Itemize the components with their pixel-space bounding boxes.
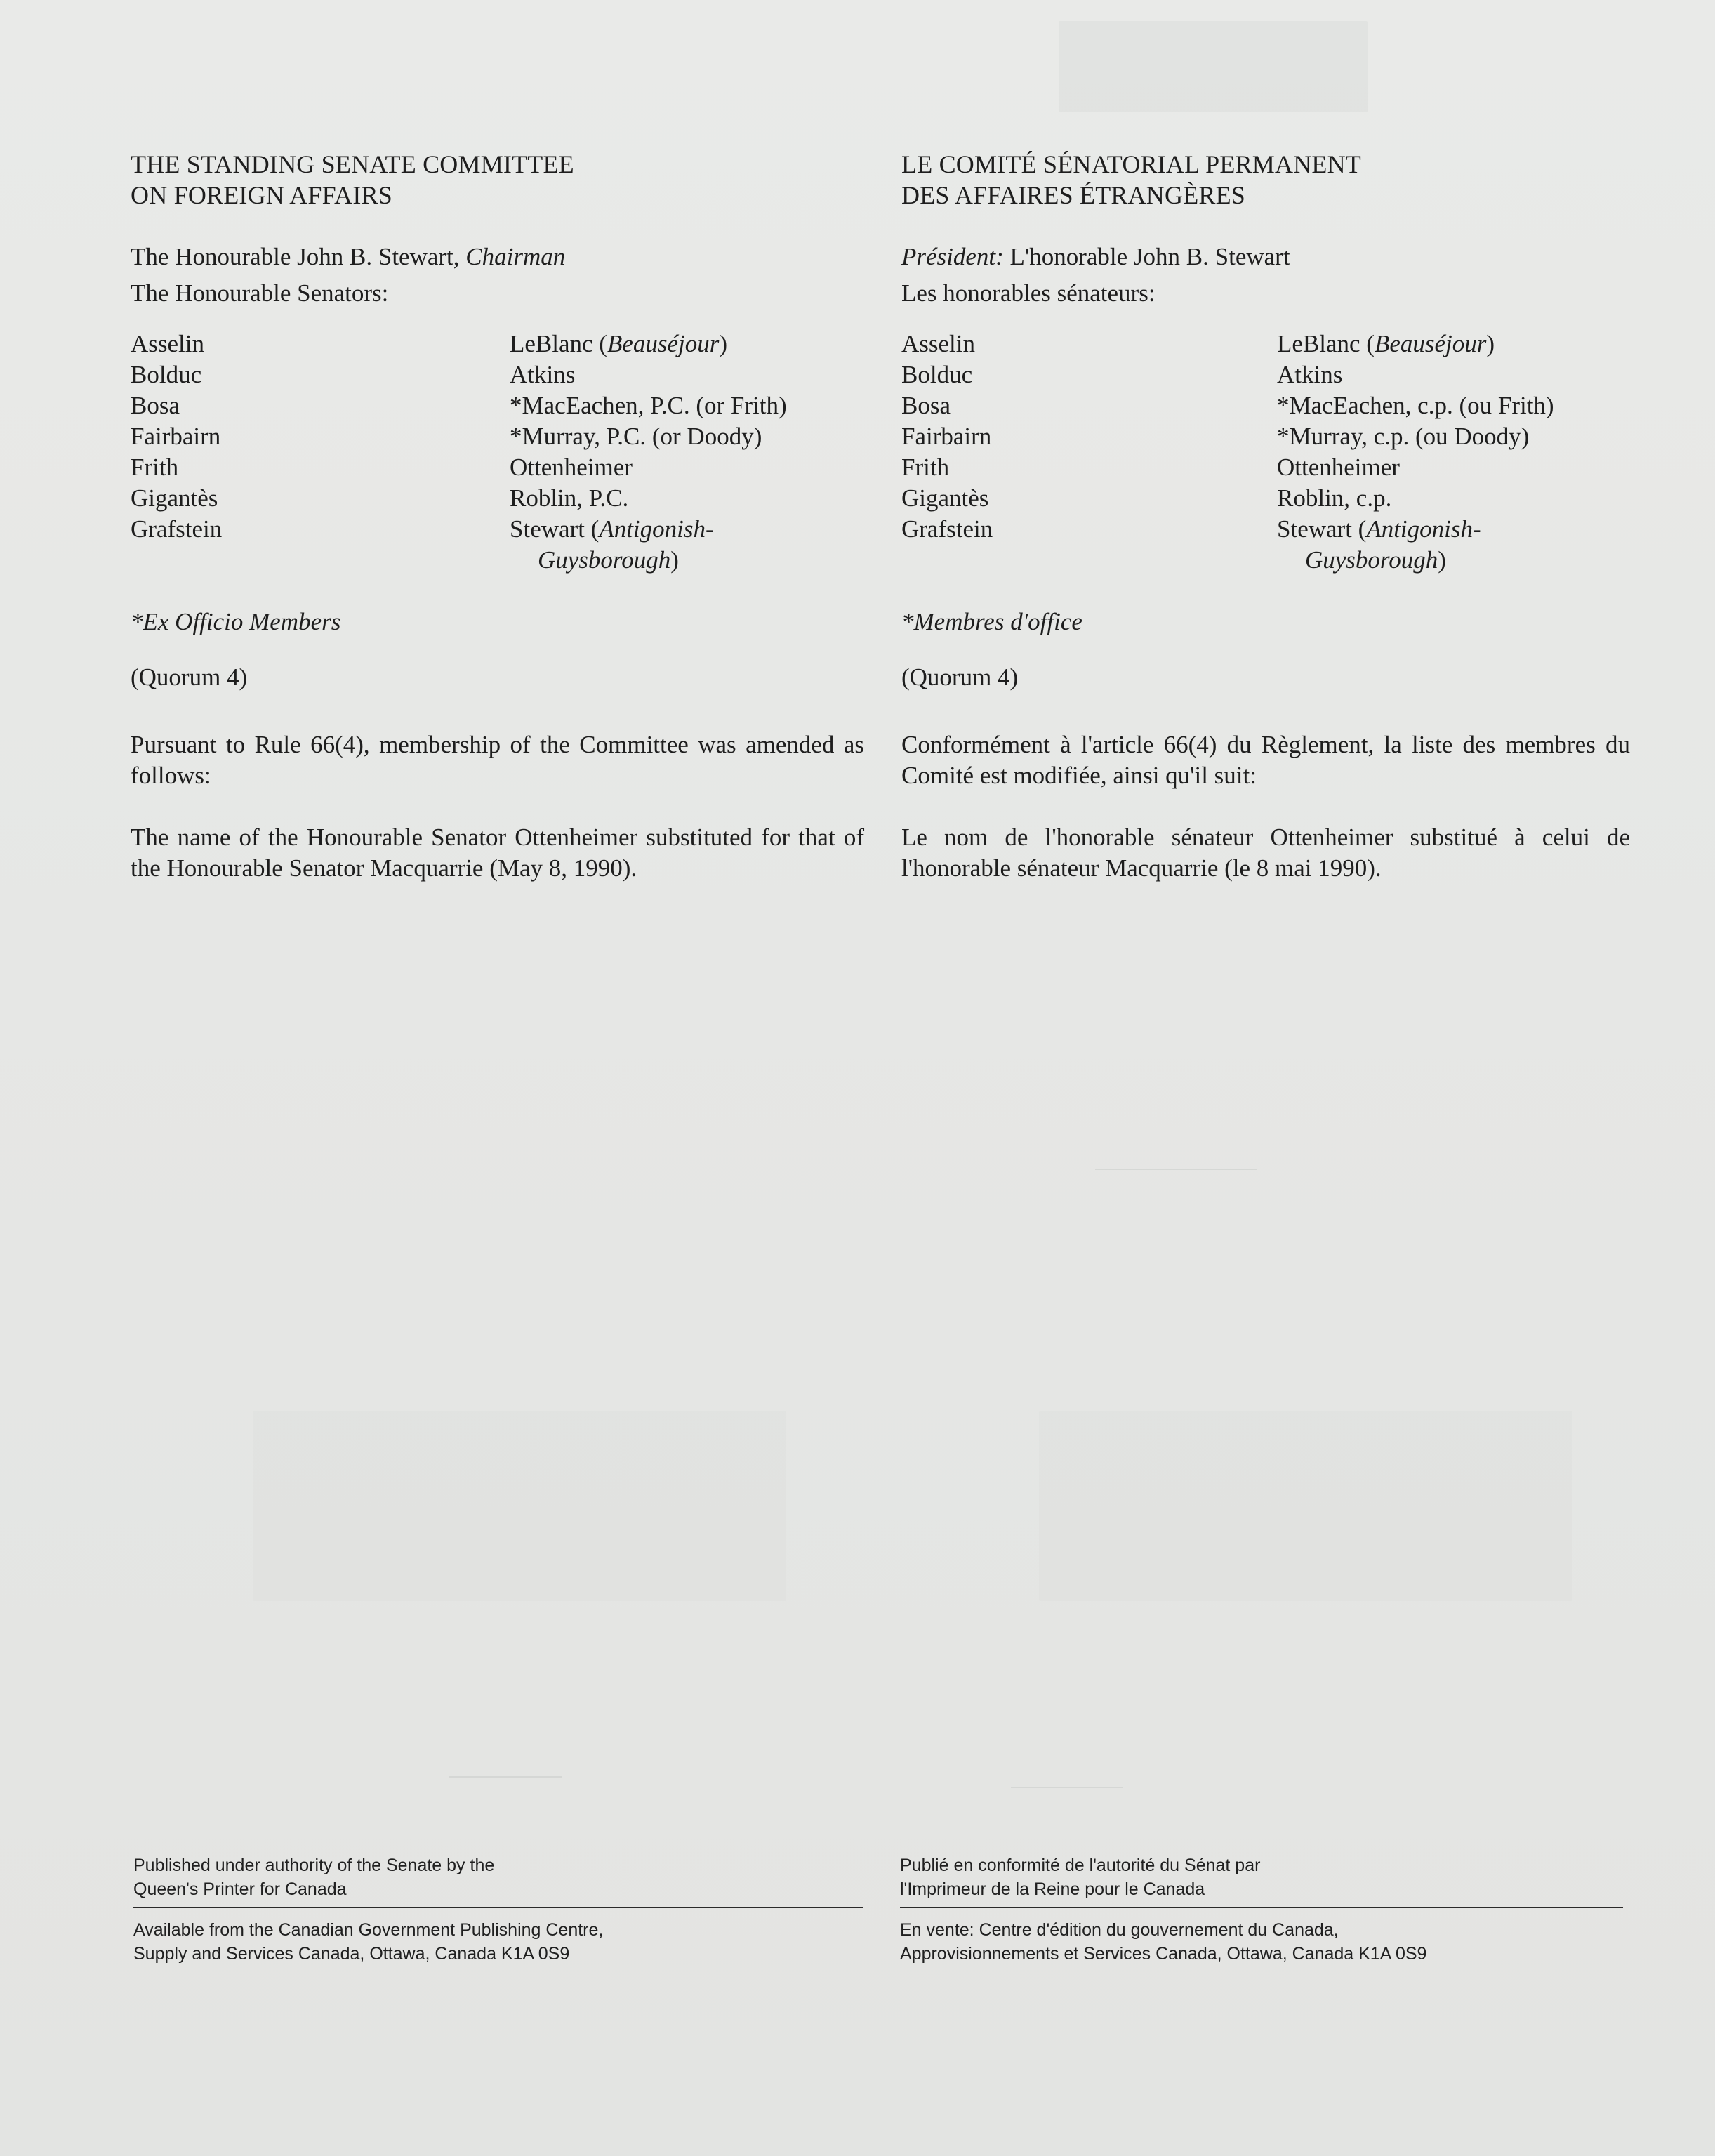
english-available-line1: Available from the Canadian Government Publishing Centre,	[133, 1920, 604, 1940]
french-publication-footer	[900, 1853, 1623, 1966]
english-column	[131, 149, 864, 884]
french-available-line2: Approvisionnements et Services Canada, Ottawa, Canada K1A 0S9	[900, 1944, 1427, 1964]
roster-member: Atkins	[510, 361, 576, 388]
roster-member: Grafstein	[131, 515, 223, 543]
french-chairman-role: Président:	[901, 243, 1004, 270]
english-substitution-paragraph: The name of the Honourable Senator Ottenheimer substituted for that of the Honourable Senator Macquarrie (May 8, 1990).	[131, 824, 864, 882]
roster-member: Frith	[901, 454, 950, 481]
roster-member: Gigantès	[131, 484, 218, 512]
roster-member: *MacEachen, P.C. (or Frith)	[510, 392, 787, 419]
english-chairman-line	[131, 242, 864, 272]
english-publication-footer	[133, 1853, 863, 1966]
roster-member-name: LeBlanc (	[1277, 330, 1375, 357]
english-chairman-role: Chairman	[465, 243, 566, 270]
roster-member: *Murray, c.p. (ou Doody)	[1277, 423, 1530, 450]
french-chairman-name: L'honorable John B. Stewart	[1003, 243, 1290, 270]
roster-member-continuation	[510, 545, 864, 576]
roster-member-division: Guysborough	[538, 546, 671, 574]
roster-member	[510, 329, 864, 359]
roster-member: Fairbairn	[131, 423, 221, 450]
roster-member: Bosa	[901, 392, 951, 419]
french-roster	[901, 329, 1630, 576]
french-quorum: (Quorum 4)	[901, 663, 1019, 691]
roster-member: *Murray, P.C. (or Doody)	[510, 423, 762, 450]
roster-member-suffix: )	[719, 330, 728, 357]
french-committee-title	[901, 149, 1630, 211]
roster-member: Grafstein	[901, 515, 993, 543]
roster-member: Bosa	[131, 392, 180, 419]
english-title-line2: ON FOREIGN AFFAIRS	[131, 181, 393, 209]
bleed-through-line	[1095, 1169, 1257, 1170]
english-published-line1: Published under authority of the Senate by the	[133, 1856, 495, 1875]
english-rule-paragraph: Pursuant to Rule 66(4), membership of the Committee was amended as follows:	[131, 731, 864, 789]
roster-member-division: Guysborough	[1305, 546, 1438, 574]
english-roster-right	[510, 329, 864, 576]
english-committee-title	[131, 149, 864, 211]
bleed-through-line	[449, 1776, 562, 1778]
french-column	[901, 149, 1630, 884]
french-roster-left	[901, 329, 1277, 576]
english-published-line2: Queen's Printer for Canada	[133, 1879, 347, 1899]
roster-member	[510, 514, 864, 545]
roster-member	[1277, 514, 1630, 545]
english-ex-officio-note: *Ex Officio Members	[131, 608, 341, 635]
french-published-line1: Publié en conformité de l'autorité du Sénat par	[900, 1856, 1261, 1875]
bleed-through-block	[1039, 1411, 1572, 1601]
english-roster	[131, 329, 864, 576]
bleed-through-stamp	[1059, 21, 1368, 112]
english-senators-label: The Honourable Senators:	[131, 279, 389, 307]
roster-member: Fairbairn	[901, 423, 992, 450]
roster-member: Bolduc	[901, 361, 973, 388]
roster-member: Frith	[131, 454, 179, 481]
roster-member: Roblin, c.p.	[1277, 484, 1392, 512]
roster-member: Atkins	[1277, 361, 1343, 388]
english-title-line1: THE STANDING SENATE COMMITTEE	[131, 150, 574, 178]
roster-member: Ottenheimer	[510, 454, 633, 481]
french-ex-officio-note: *Membres d'office	[901, 608, 1082, 635]
bleed-through-block	[253, 1411, 786, 1601]
french-title-line1: LE COMITÉ SÉNATORIAL PERMANENT	[901, 150, 1361, 178]
english-chairman-name: The Honourable John B. Stewart,	[131, 243, 466, 270]
roster-member: *MacEachen, c.p. (ou Frith)	[1277, 392, 1554, 419]
roster-member: Roblin, P.C.	[510, 484, 629, 512]
roster-member	[1277, 329, 1630, 359]
french-rule-paragraph: Conformément à l'article 66(4) du Règlement, la liste des membres du Comité est modifiée, ainsi qu'il suit:	[901, 731, 1630, 789]
roster-member: Gigantès	[901, 484, 989, 512]
french-published-line2: l'Imprimeur de la Reine pour le Canada	[900, 1879, 1205, 1899]
french-roster-right	[1277, 329, 1630, 576]
roster-member-suffix: )	[1438, 546, 1446, 574]
footer-divider	[900, 1907, 1623, 1908]
footer-divider	[133, 1907, 863, 1908]
english-available-line2: Supply and Services Canada, Ottawa, Canada K1A 0S9	[133, 1944, 570, 1964]
french-available-line1: En vente: Centre d'édition du gouvernement du Canada,	[900, 1920, 1339, 1940]
english-roster-left	[131, 329, 510, 576]
roster-member-division: Antigonish-	[599, 515, 714, 543]
roster-member-suffix: )	[670, 546, 679, 574]
roster-member-suffix: )	[1486, 330, 1495, 357]
roster-member-continuation	[1277, 545, 1630, 576]
french-chairman-line	[901, 242, 1630, 272]
roster-member: Ottenheimer	[1277, 454, 1400, 481]
roster-member-division: Beauséjour	[607, 330, 720, 357]
roster-member: Asselin	[131, 330, 204, 357]
roster-member-division: Beauséjour	[1374, 330, 1487, 357]
roster-member-division: Antigonish-	[1366, 515, 1481, 543]
roster-member-name: Stewart (	[510, 515, 600, 543]
roster-member-name: Stewart (	[1277, 515, 1367, 543]
french-title-line2: DES AFFAIRES ÉTRANGÈRES	[901, 181, 1246, 209]
bleed-through-line	[1011, 1787, 1123, 1788]
french-substitution-paragraph: Le nom de l'honorable sénateur Ottenheimer substitué à celui de l'honorable sénateur Macquarrie (le 8 mai 1990).	[901, 824, 1630, 882]
roster-member: Asselin	[901, 330, 975, 357]
french-senators-label: Les honorables sénateurs:	[901, 279, 1156, 307]
roster-member-name: LeBlanc (	[510, 330, 607, 357]
english-quorum: (Quorum 4)	[131, 663, 248, 691]
roster-member: Bolduc	[131, 361, 202, 388]
